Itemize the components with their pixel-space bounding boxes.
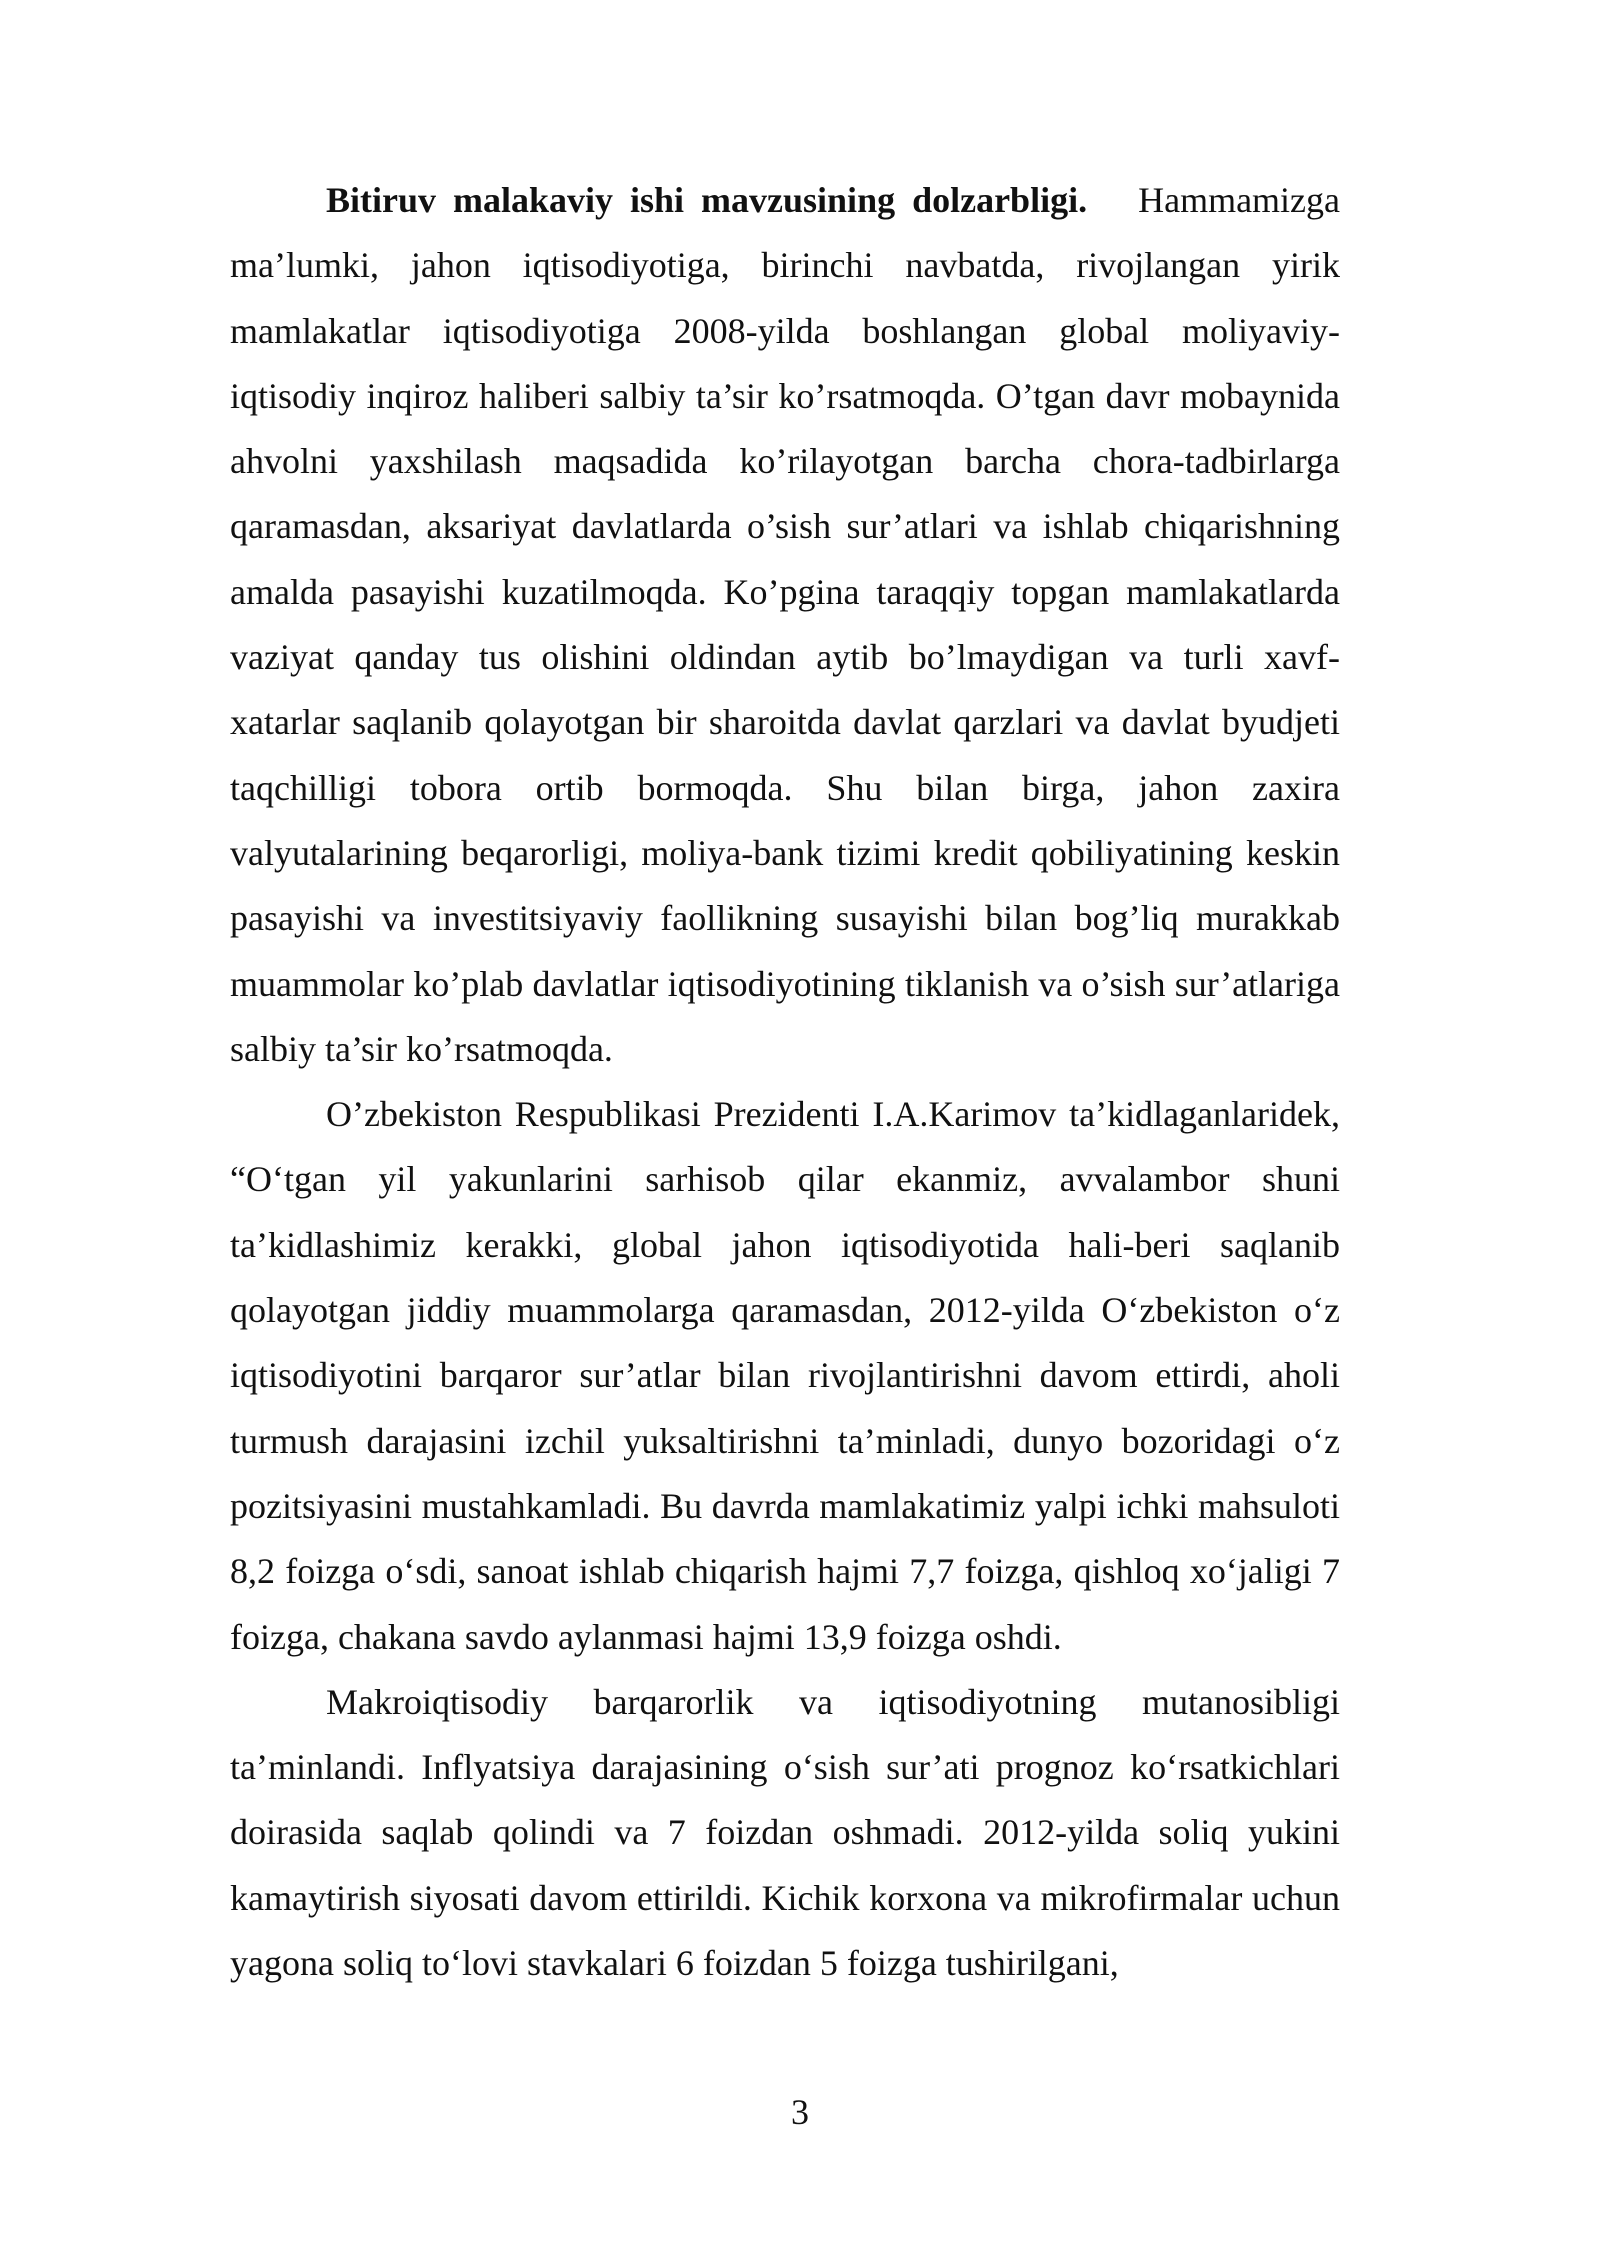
paragraph-macroeconomic: Makroiqtisodiy barqarorlik va iqtisodiyotning mutanosibligi ta’minlandi. Inflyatsiya darajasining o‘sish sur’ati prognoz ko‘rsatkichlari doirasida saqlab qolindi va 7 foizdan oshmadi. 2012-yilda soliq yukini kamaytirish siyosati davom ettirildi. Kichik korxona va mikrofirmalar uchun yagona soliq to‘lovi stavkalari 6 foizdan 5 foizga tushirilgani,: [230, 1681, 1340, 1984]
paragraph-president-quote: O’zbekiston Respublikasi Prezidenti I.A.Karimov ta’kidlaganlaridek, “O‘tgan yil yakunlarini sarhisob qilar ekanmiz, avvalambor shuni ta’kidlashimiz kerakki, global jahon iqtisodiyotida hali-beri saqlanib qolayotgan jiddiy muammolarga qaramasdan, 2012-yilda O‘zbekiston o‘z iqtisodiyotini barqaror sur’atlar bilan rivojlantirishni davom ettirdi, aholi turmush darajasini izchil yuksaltirishni ta’minladi, dunyo bozoridagi o‘z pozitsiyasini mustahkamladi. Bu davrda mamlakatimiz yalpi ichki mahsuloti 8,2 foizga o‘sdi, sanoat ishlab chiqarish hajmi 7,7 foizga, qishloq xo‘jaligi 7 foizga, chakana savdo aylanmasi hajmi 13,9 foizga oshdi.: [230, 1094, 1340, 1657]
page-number: 3: [791, 2092, 809, 2132]
paragraph-text: Hammamizga ma’lumki, jahon iqtisodiyotiga, birinchi navbatda, rivojlangan yirik mamlakatlar iqtisodiyotiga 2008-yilda boshlangan global moliyaviy-iqtisodiy inqiroz haliberi salbiy ta’sir ko’rsatmoqda. O’tgan davr mobaynida ahvolni yaxshilash maqsadida ko’rilayotgan barcha chora-tadbirlarga qaramasdan, aksariyat davlatlarda o’sish sur’atlari va ishlab chiqarishning amalda pasayishi kuzatilmoqda. Ko’pgina taraqqiy topgan mamlakatlarda vaziyat qanday tus olishini oldindan aytib bo’lmaydigan va turli xavf-xatarlar saqlanib qolayotgan bir sharoitda davlat qarzlari va davlat byudjeti taqchilligi tobora ortib bormoqda. Shu bilan birga, jahon zaxira valyutalarining beqarorligi, moliya-bank tizimi kredit qobiliyatining keskin pasayishi va investitsiyaviy faollikning susayishi bilan bog’liq murakkab muammolar ko’plab davlatlar iqtisodiyotining tiklanish va o’sish sur’atlariga salbiy ta’sir ko’rsatmoqda.: [230, 180, 1341, 1069]
section-heading: Bitiruv malakaviy ishi mavzusining dolzarbligi.: [326, 180, 1088, 220]
document-page: [230, 168, 1340, 1996]
paragraph-relevance: [230, 168, 1340, 1082]
